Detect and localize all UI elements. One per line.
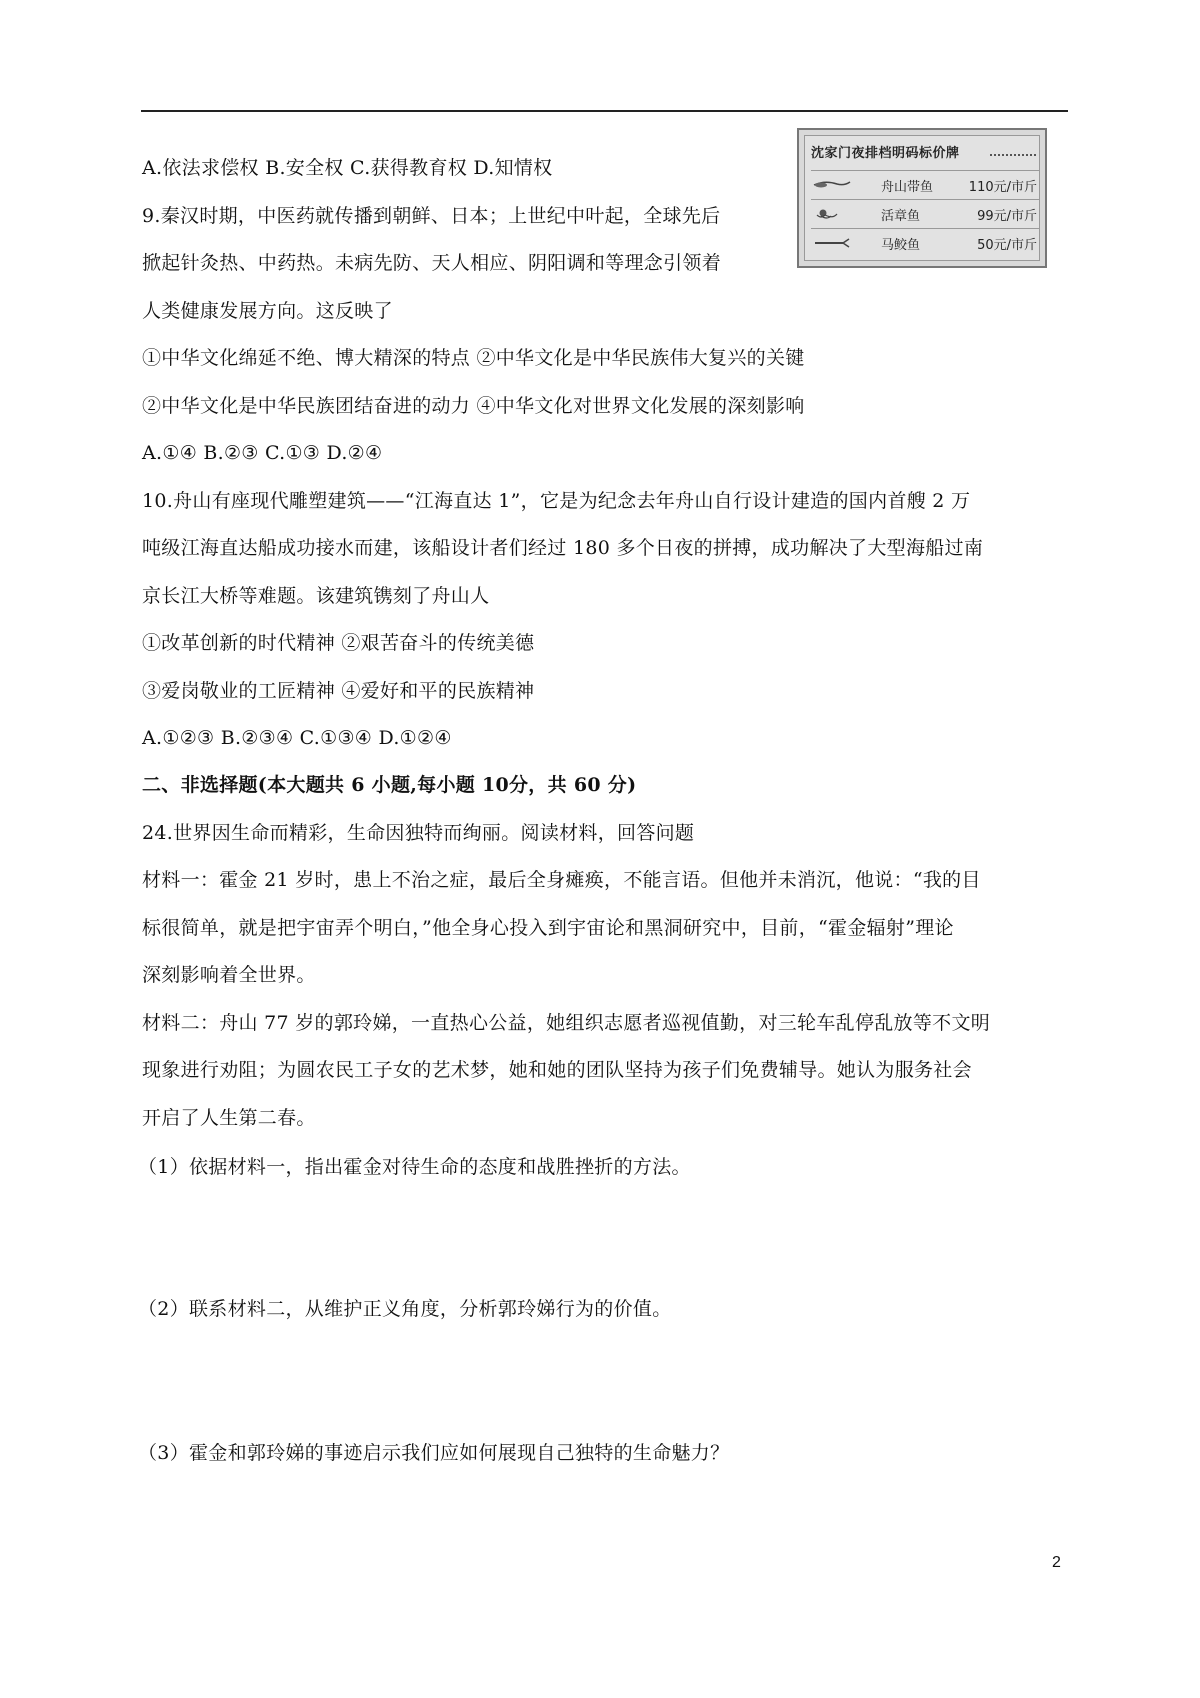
sub-question-3: （3）霍金和郭玲娣的事迹启示我们应如何展现自己独特的生命魅力？ — [138, 1442, 730, 1464]
q10-stem-line: 京长江大桥等难题。该建筑镌刻了舟山人 — [142, 585, 490, 607]
fish-price: 99元/市斤 — [977, 209, 1037, 224]
q10-stem-line: 10.舟山有座现代雕塑建筑——“江海直达 1”，它是为纪念去年舟山自行设计建造的国内首艘 2 万 — [142, 490, 971, 512]
ribbonfish-icon — [813, 180, 851, 190]
q9-stem-line: 人类健康发展方向。这反映了 — [142, 300, 393, 322]
material-2-line: 开启了人生第二春。 — [142, 1107, 316, 1129]
q9-statement: ②中华文化是中华民族团结奋进的动力 ④中华文化对世界文化发展的深刻影响 — [142, 395, 805, 417]
q9-stem-line: 掀起针灸热、中药热。未病先防、天人相应、阴阳调和等理念引领着 — [142, 252, 722, 274]
material-2-line: 现象进行劝阻；为圆农民工子女的艺术梦，她和她的团队坚持为孩子们免费辅导。她认为服务社会 — [142, 1059, 972, 1081]
q24-stem: 24.世界因生命而精彩，生命因独特而绚丽。阅读材料，回答问题 — [142, 822, 695, 844]
q9-options: A.①④ B.②③ C.①③ D.②④ — [142, 442, 383, 464]
price-row — [811, 228, 1039, 257]
price-sign-title: 沈家门夜排档明码标价牌 — [811, 146, 960, 161]
q10-stem-line: 吨级江海直达船成功接水而建，该船设计者们经过 180 多个日夜的拼搏，成功解决了大型海船过南 — [142, 537, 984, 559]
fish-name: 马鲛鱼 — [881, 238, 921, 253]
q8-options: A.依法求偿权 B.安全权 C.获得教育权 D.知情权 — [142, 157, 553, 179]
price-row — [811, 199, 1039, 228]
material-1-line: 标很简单，就是把宇宙弄个明白，”他全身心投入到宇宙论和黑洞研究中，目前，“霍金辐射”理论 — [142, 917, 954, 939]
sub-question-2: （2）联系材料二，从维护正义角度，分析郭玲娣行为的价值。 — [138, 1298, 672, 1320]
material-1-line: 深刻影响着全世界。 — [142, 964, 316, 986]
sub-question-1: （1）依据材料一，指出霍金对待生命的态度和战胜挫折的方法。 — [138, 1156, 691, 1178]
mackerel-icon — [813, 238, 851, 248]
price-row — [811, 170, 1039, 199]
header-rule — [141, 110, 1068, 112]
material-1-line: 材料一：霍金 21 岁时，患上不治之症，最后全身瘫痪，不能言语。但他并未消沉，他说：“我的目 — [142, 869, 981, 891]
price-sign-board — [804, 135, 1040, 261]
q10-statement: ③爱岗敬业的工匠精神 ④爱好和平的民族精神 — [142, 680, 535, 702]
fish-price: 50元/市斤 — [977, 238, 1037, 253]
price-sign-image — [797, 128, 1047, 268]
fish-name: 活章鱼 — [881, 209, 921, 224]
fish-name: 舟山带鱼 — [881, 180, 934, 195]
sign-decoration-icon — [990, 148, 1036, 156]
section-heading: 二、非选择题(本大题共 6 小题,每小题 10分，共 60 分) — [142, 774, 637, 796]
page-number: 2 — [1052, 1554, 1061, 1571]
q10-options: A.①②③ B.②③④ C.①③④ D.①②④ — [142, 727, 452, 749]
fish-price: 110元/市斤 — [968, 180, 1037, 195]
q9-stem-line: 9.秦汉时期，中医药就传播到朝鲜、日本；上世纪中叶起，全球先后 — [142, 205, 721, 227]
octopus-icon — [813, 209, 851, 219]
q9-statement: ①中华文化绵延不绝、博大精深的特点 ②中华文化是中华民族伟大复兴的关键 — [142, 347, 805, 369]
q10-statement: ①改革创新的时代精神 ②艰苦奋斗的传统美德 — [142, 632, 535, 654]
material-2-line: 材料二：舟山 77 岁的郭玲娣，一直热心公益，她组织志愿者巡视值勤，对三轮车乱停乱放等不文明 — [142, 1012, 991, 1034]
